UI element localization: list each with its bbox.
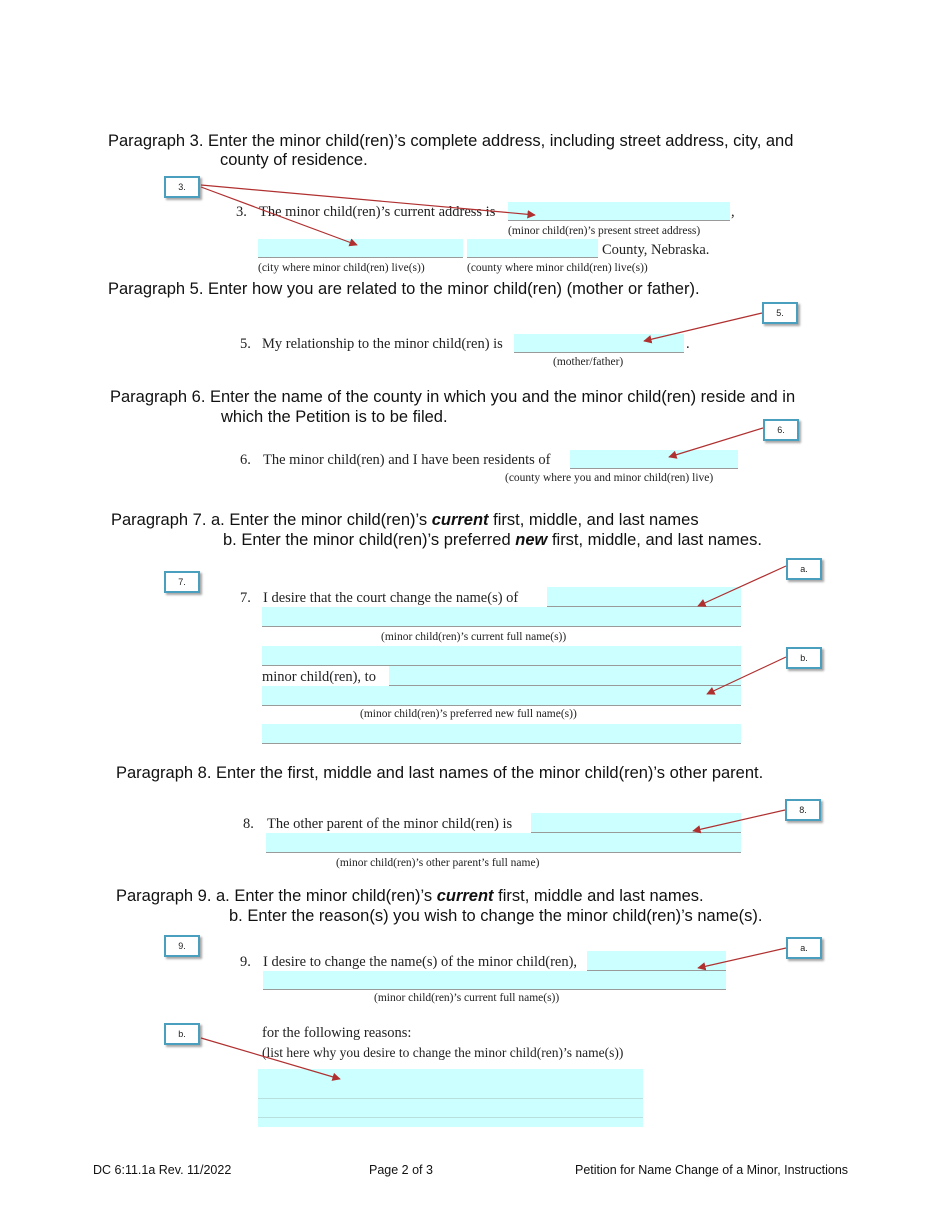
p6-text: The minor child(ren) and I have been residents of — [263, 452, 551, 468]
p7-callout-a: a. — [786, 558, 822, 580]
p9-callout-b: b. — [164, 1023, 200, 1045]
p3-county-suffix: County, Nebraska. — [602, 242, 710, 258]
p7-callout-b: b. — [786, 647, 822, 669]
p5-caption: (mother/father) — [553, 356, 624, 368]
p3-city-field[interactable] — [258, 239, 463, 258]
p7-callout: 7. — [164, 571, 200, 593]
p5-callout: 5. — [762, 302, 798, 324]
p5-instruction: Paragraph 5. Enter how you are related to the minor child(ren) (mother or father). — [108, 280, 700, 298]
p9-current-name-field-2[interactable] — [263, 971, 726, 990]
p3-street-address-field[interactable] — [508, 202, 730, 221]
p3-comma: , — [731, 204, 735, 220]
p9-reasons-hint: (list here why you desire to change the minor child(ren)’s name(s)) — [262, 1045, 624, 1060]
p7-new-caption: (minor child(ren)’s preferred new full name(s)) — [360, 708, 577, 720]
p9-callout: 9. — [164, 935, 200, 957]
p7-current-name-field[interactable] — [547, 587, 741, 607]
p9-reasons-label: for the following reasons: — [262, 1025, 412, 1041]
p7-new-name-field-3[interactable] — [262, 686, 741, 706]
p9-caption: (minor child(ren)’s current full name(s)) — [374, 992, 560, 1004]
p7-text2: minor child(ren), to — [262, 669, 376, 685]
p7-new-name-field-1[interactable] — [262, 646, 741, 666]
p3-city-caption: (city where minor child(ren) live(s)) — [258, 262, 425, 274]
p8-other-parent-field-2[interactable] — [266, 833, 741, 853]
p7-number: 7. — [240, 590, 251, 606]
footer-page-number: Page 2 of 3 — [369, 1163, 433, 1177]
p5-relationship-field[interactable] — [514, 334, 684, 353]
p9-instruction-a: Paragraph 9. a. Enter the minor child(ren)’s current first, middle and last names. — [116, 887, 704, 905]
p7-new-name-field-2[interactable] — [389, 666, 741, 686]
p8-text: The other parent of the minor child(ren) is — [267, 816, 513, 832]
footer-title: Petition for Name Change of a Minor, Instructions — [575, 1163, 849, 1177]
p9-number: 9. — [240, 954, 251, 970]
p5-period: . — [686, 336, 690, 352]
p7-instruction-b: b. Enter the minor child(ren)’s preferred new first, middle, and last names. — [223, 531, 762, 549]
p8-callout: 8. — [785, 799, 821, 821]
p9-reasons-field[interactable] — [258, 1069, 643, 1127]
p9-instruction-b: b. Enter the reason(s) you wish to change the minor child(ren)’s name(s). — [229, 907, 763, 925]
p7-new-name-field-4[interactable] — [262, 724, 741, 744]
p5-text: My relationship to the minor child(ren) is — [262, 336, 503, 352]
footer-form-id: DC 6:11.1a Rev. 11/2022 — [93, 1163, 232, 1177]
p8-number: 8. — [243, 816, 254, 832]
p3-instruction-line1: Paragraph 3. Enter the minor child(ren)’s complete address, including street address, city, and — [108, 132, 794, 150]
p8-instruction: Paragraph 8. Enter the first, middle and last names of the minor child(ren)’s other parent. — [116, 764, 764, 782]
p7-instruction-a: Paragraph 7. a. Enter the minor child(ren)’s current first, middle, and last names — [111, 511, 699, 529]
p9-current-name-field[interactable] — [587, 951, 726, 971]
p3-instruction-line2: county of residence. — [220, 151, 368, 169]
p3-number: 3. — [236, 204, 247, 220]
p7-current-name-field-2[interactable] — [262, 607, 741, 627]
p6-county-field[interactable] — [570, 450, 738, 469]
p6-instruction-line2: which the Petition is to be filed. — [221, 408, 448, 426]
p3-county-field[interactable] — [467, 239, 598, 258]
p6-number: 6. — [240, 452, 251, 468]
p8-caption: (minor child(ren)’s other parent’s full name) — [336, 857, 540, 869]
p8-other-parent-field[interactable] — [531, 813, 741, 833]
p6-instruction-line1: Paragraph 6. Enter the name of the county in which you and the minor child(ren) reside and in — [110, 388, 796, 406]
p6-callout: 6. — [763, 419, 799, 441]
p9-text: I desire to change the name(s) of the minor child(ren), — [263, 954, 578, 970]
p9-callout-a: a. — [786, 937, 822, 959]
p7-text: I desire that the court change the name(s) of — [263, 590, 519, 606]
p3-callout: 3. — [164, 176, 200, 198]
p5-number: 5. — [240, 336, 251, 352]
p7-current-caption: (minor child(ren)’s current full name(s)) — [381, 631, 567, 643]
p3-street-caption: (minor child(ren)’s present street address) — [508, 225, 701, 237]
p3-county-caption: (county where minor child(ren) live(s)) — [467, 262, 648, 274]
p6-caption: (county where you and minor child(ren) live) — [505, 472, 714, 484]
p3-text: The minor child(ren)’s current address is — [259, 204, 496, 220]
